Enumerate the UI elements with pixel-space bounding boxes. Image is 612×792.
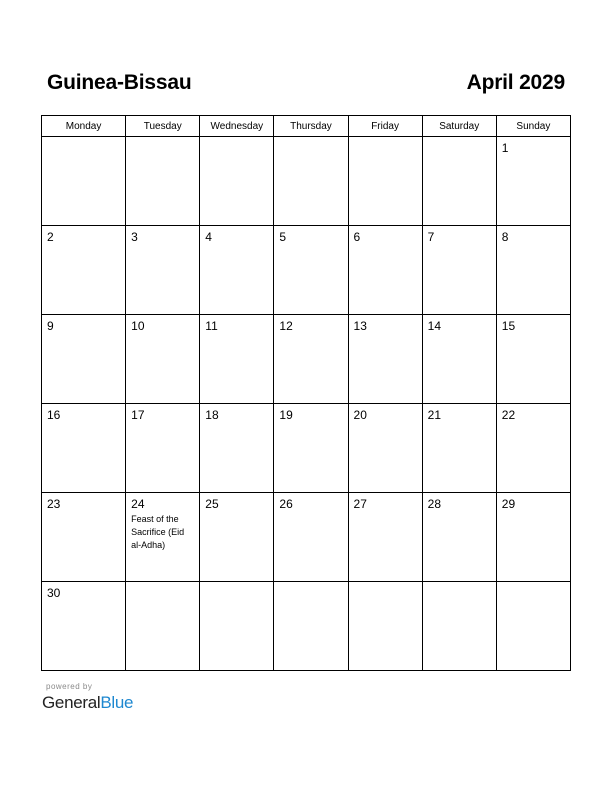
day-number: 12 [279, 319, 293, 333]
day-number: 10 [131, 319, 145, 333]
day-cell [126, 582, 200, 671]
day-cell [422, 404, 496, 493]
day-cell [126, 137, 200, 226]
day-number: 17 [131, 408, 145, 422]
weekday-monday: Monday [42, 116, 126, 137]
day-cell [274, 137, 348, 226]
day-cell [42, 582, 126, 671]
day-number: 23 [47, 497, 61, 511]
day-number: 27 [353, 497, 367, 511]
calendar-grid [41, 115, 571, 671]
day-number: 21 [427, 408, 442, 422]
day-number: 9 [47, 319, 54, 333]
day-number: 19 [279, 408, 293, 422]
day-cell [200, 404, 274, 493]
day-cell [126, 404, 200, 493]
day-number: 5 [279, 230, 287, 244]
day-cell [348, 226, 422, 315]
weekday-tuesday: Tuesday [126, 116, 200, 137]
brand-general-text: General [42, 693, 101, 712]
day-cell [42, 315, 126, 404]
weekday-friday: Friday [348, 116, 422, 137]
day-number [423, 582, 496, 586]
powered-by-label: powered by [46, 682, 93, 691]
day-cell [496, 493, 570, 582]
day-number [349, 582, 422, 586]
week-row [42, 404, 571, 493]
week-row [42, 582, 571, 671]
day-cell [42, 137, 126, 226]
day-cell [422, 582, 496, 671]
day-cell [496, 315, 570, 404]
day-number: 16 [47, 408, 61, 422]
day-number: 29 [501, 497, 516, 511]
day-cell [200, 315, 274, 404]
day-number [423, 137, 496, 141]
day-cell [274, 315, 348, 404]
week-row [42, 493, 571, 582]
day-cell [496, 137, 570, 226]
day-cell [348, 137, 422, 226]
day-number: 24 [131, 497, 145, 511]
day-cell [42, 226, 126, 315]
day-cell [348, 493, 422, 582]
country-title: Guinea-Bissau [47, 71, 192, 94]
month-title: April 2029 [466, 71, 565, 94]
week-row [42, 137, 571, 226]
day-cell [422, 137, 496, 226]
weekday-thursday: Thursday [274, 116, 348, 137]
day-cell [126, 226, 200, 315]
weekday-wednesday: Wednesday [200, 116, 274, 137]
day-cell [348, 315, 422, 404]
day-cell [42, 404, 126, 493]
day-number: 25 [205, 497, 219, 511]
day-number: 18 [205, 408, 219, 422]
day-cell-holiday [126, 493, 200, 582]
brand-blue-text: Blue [100, 693, 134, 712]
day-number: 6 [353, 230, 361, 244]
day-number [497, 582, 570, 586]
day-number [200, 137, 273, 141]
day-cell [422, 226, 496, 315]
day-cell [348, 404, 422, 493]
day-number: 11 [205, 319, 218, 333]
day-cell [274, 493, 348, 582]
day-cell [200, 493, 274, 582]
day-cell [200, 226, 274, 315]
day-number: 15 [501, 319, 516, 333]
day-cell [274, 582, 348, 671]
day-cell [496, 226, 570, 315]
day-cell [42, 493, 126, 582]
day-number: 8 [501, 230, 509, 244]
weekday-header-row [42, 116, 571, 137]
brand-logo[interactable] [42, 693, 133, 713]
day-number [349, 137, 422, 141]
day-number: 14 [427, 319, 442, 333]
day-number [200, 582, 273, 586]
day-cell [496, 404, 570, 493]
day-number: 20 [353, 408, 367, 422]
day-number: 30 [47, 586, 61, 600]
weekday-saturday: Saturday [422, 116, 496, 137]
day-number: 28 [427, 497, 442, 511]
day-number: 4 [205, 230, 212, 244]
day-cell [496, 582, 570, 671]
day-number: 13 [353, 319, 367, 333]
day-cell [422, 493, 496, 582]
day-number: 26 [279, 497, 293, 511]
day-number: 3 [131, 230, 138, 244]
day-number: 2 [47, 230, 54, 244]
day-number: 1 [501, 141, 509, 155]
day-cell [200, 137, 274, 226]
day-cell [274, 404, 348, 493]
day-cell [126, 315, 200, 404]
week-row [42, 315, 571, 404]
day-number [274, 582, 347, 586]
day-number [126, 582, 199, 586]
day-number: 22 [501, 408, 516, 422]
day-number [42, 137, 125, 141]
holiday-label: Feast of the Sacrifice (Eid al-Adha) [131, 514, 185, 550]
day-cell [200, 582, 274, 671]
day-cell [422, 315, 496, 404]
day-number [274, 137, 347, 141]
week-row [42, 226, 571, 315]
day-number: 7 [427, 230, 435, 244]
day-cell [348, 582, 422, 671]
day-number [126, 137, 199, 141]
weekday-sunday: Sunday [496, 116, 570, 137]
day-cell [274, 226, 348, 315]
